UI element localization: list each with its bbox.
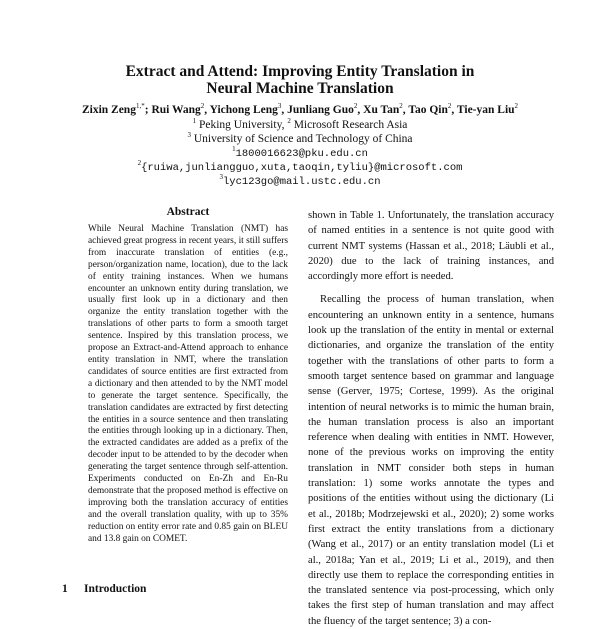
author-affiliation-mark: 1,* [135, 102, 145, 110]
email-address: lyc123go@mail.ustc.edu.cn [222, 175, 381, 188]
affiliation-msra: Microsoft Research Asia [293, 118, 408, 131]
abstract-text: While Neural Machine Translation (NMT) has achieved great progress in recent years, it still suffers from inaccurate translation of entities (e.g., person/organization name, location), due to the lack of entity training instances. When we humans encounter an unknown entity during translation, we usually first look up in a dictionary and then organize the entity translation together with the translations of other parts to form a smooth target sentence. Inspired by this translation process, we propose an Extract-and-Attend approach to enhance entity translation in NMT, where the translation candidates of source entities are first extracted from a dictionary and then attended to by the NMT model to generate the target sentence. Specifically, the translation candidates are extracted by first detecting the entities in a source sentence and then translating the entities through looking up in a dictionary. Then, the extracted candidates are added as a prefix of the decoder input to be attended to by the decoder when generating the target sentence through self-attention. Experiments conducted on En-Zh and En-Ru demonstrate that the proposed method is effective on improving both the translation accuracy of entities and the overall translation quality, with up to 35% reduction on entity error rate and 0.85 gain on BLEU and 13.8 gain on COMET. [88, 224, 288, 544]
author-affiliation-mark: 2 [447, 102, 452, 110]
author-name: Tao Qin [408, 103, 448, 116]
author-affiliation-mark: 2 [399, 102, 403, 110]
affiliation-ustc: University of Science and Technology of China [193, 132, 413, 145]
author-list: Zixin Zeng$^{1,*}$; Rui Wang$^2$, Yichong Leng$^3$, Junliang Guo$^2$, Xu Tan$^2$, Tao Qin$^2$, Tie-yan Liu$^2$ [81, 102, 519, 116]
email-mark: 3 [219, 173, 223, 181]
affiliation-peking: Peking University, [198, 118, 285, 131]
title-line-2: Neural Machine Translation [206, 80, 394, 97]
author-affiliation-mark: 2 [200, 102, 205, 110]
affiliation-mark: 2 [287, 117, 291, 125]
paragraph: Recalling the process of human translation, when encountering an unknown entity in a sentence, humans look up the translation of the entity in mental or external dictionaries, and organize the translation of the entity together with the translations of other parts to form a smooth target sentence based on grammar and language sense (Gerver, 1975; Cortese, 1999). As the original intention of neural networks is to mimic the human brain, the human translation process is also an important reference when dealing with entities in NMT. However, none of the previous works on improving the entity translation in NMT consider both steps in human translation: 1) some works annotate the types and positions of the entities without using the dictionary (Li et al., 2018b; Modrzejewski et al., 2020); 2) some works first extract the entity translations from a dictionary (Wang et al., 2017) or an entity translation model (Li et al., 2018a; Yan et al., 2019; Li et al., 2019), and then directly use them to replace the corresponding entities in the translated sentence via post-processing, which only takes the first step of human translation and may affect the fluency of the target sentence; 3) a con- [308, 294, 554, 627]
email-line-3 [60, 170, 540, 189]
email-mark: 2 [137, 159, 142, 167]
section-number: 1 [62, 583, 68, 595]
author-name: Yichong Leng [209, 103, 278, 116]
section-title: Introduction [84, 583, 147, 595]
author-name: Rui Wang [151, 103, 201, 116]
author-name: Tie-yan Liu [456, 103, 515, 116]
abstract-heading: Abstract [166, 206, 210, 218]
author-name: Zixin Zeng [81, 103, 136, 116]
author-affiliation-mark: 3 [277, 102, 282, 110]
title-line-1: Extract and Attend: Improving Entity Translation in [125, 63, 475, 80]
email-mark: 1 [232, 145, 236, 153]
author-affiliation-mark: 2 [353, 102, 358, 110]
section-heading-introduction [62, 583, 146, 595]
email-address: {ruiwa,junliangguo,xuta,taoqin,tyliu}@microsoft.com [141, 161, 463, 174]
affiliation-mark: 3 [187, 131, 191, 139]
paper-title [60, 63, 540, 97]
paragraph: shown in Table 1. Unfortunately, the translation accuracy of named entities in a sentence is not quite good with current NMT systems (Hassan et al., 2018; Läubli et al., 2020) due to the lack of training instances, and accordingly more effort is needed. [308, 210, 554, 283]
affiliation-mark: 1 [192, 117, 197, 125]
author-name: Xu Tan [363, 103, 400, 116]
author-affiliation-mark: 2 [514, 102, 519, 110]
email-address: 1800016623@pku.edu.cn [235, 147, 368, 160]
author-name: Junliang Guo [287, 103, 354, 116]
right-column [308, 208, 554, 629]
